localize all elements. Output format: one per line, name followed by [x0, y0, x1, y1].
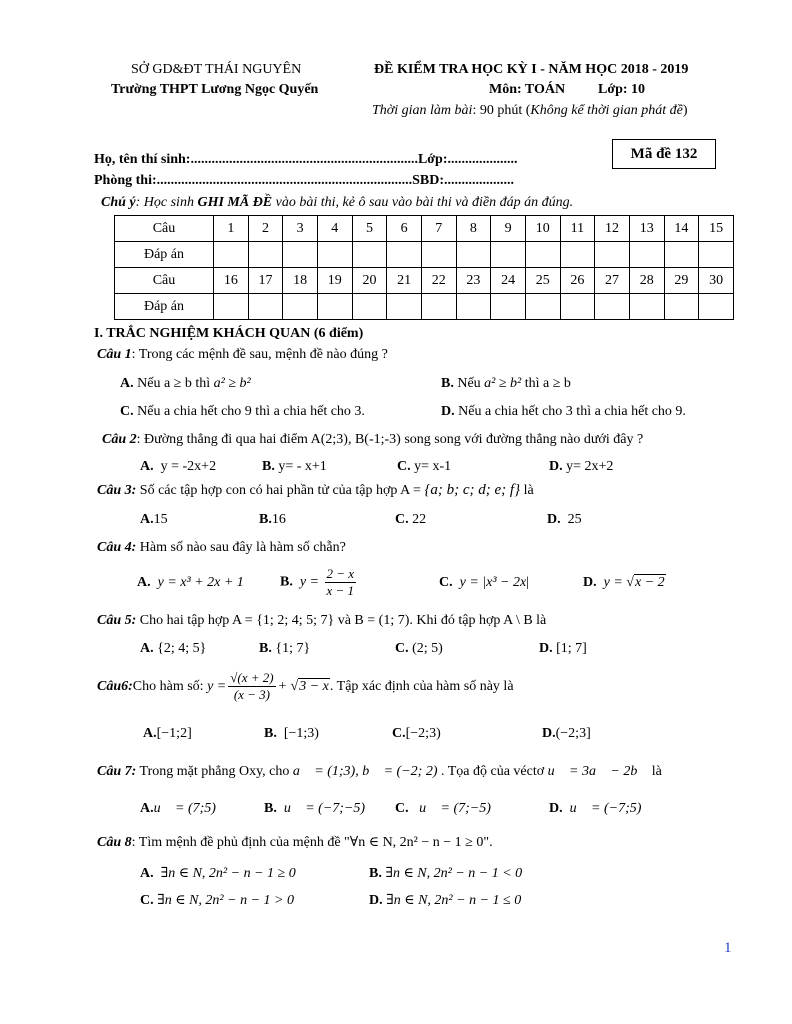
question-number: 16: [214, 268, 249, 294]
q4-option-a[interactable]: [137, 575, 244, 591]
q8-option-b[interactable]: [369, 865, 522, 882]
option-letter: B.: [264, 726, 277, 741]
answer-cell[interactable]: [629, 294, 664, 320]
q7-option-c[interactable]: [395, 801, 491, 817]
option-text: 16: [271, 512, 286, 527]
question-number: 21: [387, 268, 422, 294]
fraction-denominator: (x − 3): [233, 687, 271, 702]
option-letter: A.: [120, 376, 134, 391]
question-number: 7: [421, 216, 456, 242]
answer-cell[interactable]: [560, 294, 595, 320]
question-mid: . Tọa độ của véctơ: [437, 764, 548, 779]
question-number: 8: [456, 216, 491, 242]
option-math: y = x³ + 2x + 1: [157, 575, 244, 590]
q6-option-c[interactable]: [392, 726, 441, 742]
question-number: 17: [248, 268, 283, 294]
option-math: y = |: [459, 575, 487, 590]
page-number: 1: [724, 940, 732, 956]
question-number: 13: [629, 216, 664, 242]
time-value: : 90 phút (: [472, 103, 531, 118]
question-tail: là: [648, 764, 662, 779]
option-letter: C.: [120, 404, 134, 419]
subject-label: Môn: TOÁN: [489, 82, 566, 97]
question-label: Câu 5:: [97, 613, 137, 628]
option-text: Nếu: [457, 376, 485, 391]
q5-option-b[interactable]: [259, 641, 310, 657]
question-8: [97, 834, 493, 851]
answer-table-row-3: [115, 268, 734, 294]
question-6: [97, 670, 514, 703]
time-note: Không kể thời gian phát đề: [530, 103, 683, 118]
q2-option-c[interactable]: [397, 459, 451, 475]
q5-option-d[interactable]: [539, 641, 587, 657]
plus-sqrt: + √: [277, 678, 299, 694]
q5-option-c[interactable]: [395, 641, 443, 657]
question-number: 27: [595, 268, 630, 294]
option-letter: C.: [395, 641, 409, 656]
fraction-denominator: x − 1: [326, 583, 355, 598]
answer-cell[interactable]: [317, 242, 352, 268]
question-number: 18: [283, 268, 318, 294]
option-text: [1; 7]: [556, 641, 587, 656]
question-text: Cho hàm số:: [132, 678, 204, 694]
fraction: [228, 670, 275, 703]
question-tail: . Tập xác định của hàm số này là: [329, 678, 514, 694]
option-text: [−1;3): [283, 726, 319, 741]
question-number: 1: [214, 216, 249, 242]
cau-label: Câu: [115, 216, 214, 242]
dapan-label: Đáp án: [115, 242, 214, 268]
question-text: : Đường thẳng đi qua hai điểm A(2;3), B(-1;-3) song song với đường thẳng nào dưới đây ?: [136, 432, 644, 447]
question-text: Trong mặt phẳng Oxy, cho: [136, 764, 293, 779]
fraction-numerator: √(x + 2): [230, 670, 274, 685]
option-letter: B.: [259, 512, 272, 527]
question-number: 9: [491, 216, 526, 242]
option-text: (2; 5): [412, 641, 443, 656]
option-text: y = -2x+2: [160, 459, 217, 474]
option-letter: C.: [439, 575, 453, 590]
option-letter: C.: [140, 893, 154, 908]
q6-option-b[interactable]: [264, 726, 319, 742]
option-text: y= x-1: [414, 459, 452, 474]
q3-option-c[interactable]: [395, 512, 426, 528]
q1-option-a[interactable]: [120, 376, 251, 392]
answer-cell[interactable]: [664, 294, 699, 320]
exam-code: Mã đề 132: [630, 145, 698, 162]
question-number: 4: [317, 216, 352, 242]
answer-cell[interactable]: [525, 242, 560, 268]
option-letter: D.: [549, 801, 563, 816]
dapan-label: Đáp án: [115, 294, 214, 320]
question-number: 15: [699, 216, 734, 242]
question-7: [97, 764, 662, 780]
answer-cell[interactable]: [283, 242, 318, 268]
option-letter: A.: [143, 726, 157, 741]
answer-cell[interactable]: [456, 242, 491, 268]
note-bold: GHI MÃ ĐỀ: [197, 195, 273, 210]
question-label: Câu 1: [97, 347, 132, 362]
option-math: u⃗ = (7;5): [153, 801, 216, 816]
vector-u-expression: u⃗ = 3a⃗ − 2b⃗: [547, 764, 649, 779]
question-number: 3: [283, 216, 318, 242]
question-text: Hàm số nào sau đây là hàm số chẵn?: [136, 540, 346, 555]
option-letter: B.: [280, 574, 293, 590]
question-number: 28: [629, 268, 664, 294]
q6-option-d[interactable]: [542, 726, 591, 742]
option-text-tail: thì a ≥ b: [521, 376, 571, 391]
answer-cell[interactable]: [491, 242, 526, 268]
answer-cell[interactable]: [699, 242, 734, 268]
question-number: 23: [456, 268, 491, 294]
question-number: 14: [664, 216, 699, 242]
option-letter: A.: [140, 512, 154, 527]
radicand: 3 − x: [299, 679, 329, 694]
option-letter: A.: [137, 575, 151, 590]
option-letter: A.: [140, 641, 154, 656]
option-letter: A.: [140, 459, 154, 474]
question-label: Câu 8: [97, 835, 132, 850]
option-letter: C.: [395, 512, 409, 527]
q4-option-d[interactable]: [583, 575, 666, 591]
answer-cell[interactable]: [595, 242, 630, 268]
question-1: [97, 347, 388, 363]
q8-option-d[interactable]: [369, 892, 521, 909]
q1-option-d[interactable]: [441, 404, 686, 420]
fraction-numerator: 2 − x: [326, 566, 355, 581]
question-number: 30: [699, 268, 734, 294]
q4-option-b[interactable]: [280, 566, 358, 599]
question-number: 2: [248, 216, 283, 242]
question-5: [97, 613, 546, 629]
exam-time: [372, 103, 688, 119]
option-text: Nếu a chia hết cho 9 thì a chia hết cho 3.: [137, 404, 365, 419]
question-number: 19: [317, 268, 352, 294]
option-letter: B.: [369, 866, 382, 881]
q8-option-a[interactable]: [140, 865, 296, 882]
q1-option-b[interactable]: [441, 376, 571, 392]
function-y: y =: [207, 678, 227, 694]
answer-cell[interactable]: [283, 294, 318, 320]
answer-cell[interactable]: [491, 294, 526, 320]
student-name-line: Họ, tên thí sinh:.................................................................Lớp:....................: [94, 152, 518, 167]
question-tail: là: [520, 483, 534, 498]
answer-cell[interactable]: [387, 294, 422, 320]
option-letter: D.: [583, 575, 597, 590]
q6-option-a[interactable]: [143, 726, 192, 742]
answer-cell[interactable]: [317, 294, 352, 320]
q4-option-c[interactable]: [439, 575, 529, 591]
answer-cell[interactable]: [525, 294, 560, 320]
option-letter: D.: [441, 404, 455, 419]
question-text: : Trong các mệnh đề sau, mệnh đề nào đúng ?: [131, 347, 388, 362]
q8-option-c[interactable]: [140, 892, 294, 909]
exam-code-box: [612, 139, 716, 169]
school-name: Trường THPT Lương Ngọc Quyến: [111, 82, 319, 97]
q2-option-b[interactable]: [262, 459, 327, 475]
fraction: [325, 566, 357, 599]
question-label: Câu6:: [97, 678, 133, 694]
option-math: ∃n ∈ N, 2n² − n − 1 > 0: [157, 893, 294, 908]
option-math-bar: |: [526, 575, 530, 590]
option-math: ∃n ∈ N, 2n² − n − 1 ≤ 0: [386, 893, 522, 908]
option-text: (−2;3]: [555, 726, 591, 741]
answer-cell[interactable]: [214, 242, 249, 268]
option-math: y = √: [603, 575, 634, 590]
class-label: Lớp: 10: [598, 82, 646, 97]
option-text: [−1;2]: [156, 726, 192, 741]
option-math: a² ≥ b²: [484, 376, 522, 391]
question-4: [97, 540, 346, 556]
vectors-expression: a⃗ = (1;3), b⃗ = (−2; 2): [292, 764, 438, 779]
q7-option-a[interactable]: [140, 801, 216, 817]
answer-table: [114, 215, 734, 320]
question-number: 10: [525, 216, 560, 242]
question-number: 26: [560, 268, 595, 294]
question-number: 11: [560, 216, 595, 242]
question-number: 24: [491, 268, 526, 294]
note-line: [101, 195, 573, 211]
question-text: : Tìm mệnh đề phủ định của mệnh đề "∀n ∈ N, 2n² − n − 1 ≥ 0".: [131, 835, 493, 850]
answer-cell[interactable]: [352, 294, 387, 320]
option-letter: D.: [542, 726, 556, 741]
q3-option-a[interactable]: [140, 512, 168, 528]
option-letter: B.: [441, 376, 454, 391]
question-label: Câu 4:: [97, 540, 137, 555]
option-math: a² ≥ b²: [213, 376, 251, 391]
note-text-2: vào bài thi, kẻ ô sau vào bài thi và điền đáp án đúng.: [272, 195, 574, 210]
option-letter: C.: [395, 801, 409, 816]
question-label: Câu 7:: [97, 764, 137, 779]
option-letter: B.: [264, 801, 277, 816]
option-text: Nếu a ≥ b thì: [137, 376, 214, 391]
option-text: y= - x+1: [278, 459, 327, 474]
option-letter: A.: [140, 801, 154, 816]
option-letter: D.: [547, 512, 561, 527]
option-math: u⃗ = (7;−5): [419, 801, 491, 816]
option-letter: C.: [392, 726, 406, 741]
q7-option-d[interactable]: [549, 801, 641, 817]
option-math: y =: [299, 574, 323, 590]
answer-cell[interactable]: [595, 294, 630, 320]
answer-table-row-1: [115, 216, 734, 242]
question-label: Câu 3:: [97, 483, 137, 498]
note-text-1: : Học sinh: [135, 195, 198, 210]
option-text: y= 2x+2: [566, 459, 614, 474]
q3-option-b[interactable]: [259, 512, 286, 528]
time-suffix: ): [682, 103, 688, 118]
option-math: u⃗ = (−7;5): [569, 801, 642, 816]
option-text: Nếu a chia hết cho 3 thì a chia hết cho 9.: [458, 404, 686, 419]
time-prefix: Thời gian làm bài: [372, 103, 473, 118]
answer-cell[interactable]: [352, 242, 387, 268]
cau-label: Câu: [115, 268, 214, 294]
answer-cell[interactable]: [214, 294, 249, 320]
option-text: 15: [153, 512, 168, 527]
question-number: 5: [352, 216, 387, 242]
option-letter: C.: [397, 459, 411, 474]
question-number: 25: [525, 268, 560, 294]
question-number: 22: [421, 268, 456, 294]
answer-cell[interactable]: [421, 294, 456, 320]
q5-option-a[interactable]: [140, 641, 206, 657]
option-math-inner: x³ − 2x: [486, 575, 527, 590]
answer-cell[interactable]: [456, 294, 491, 320]
radicand: x − 2: [634, 575, 665, 590]
q2-option-a[interactable]: [140, 459, 216, 475]
question-number: 20: [352, 268, 387, 294]
exam-title: ĐỀ KIỂM TRA HỌC KỲ I - NĂM HỌC 2018 - 2019: [374, 62, 689, 77]
exam-room-line: Phòng thi:.........................................................................SBD:....................: [94, 173, 515, 188]
question-number: 6: [387, 216, 422, 242]
option-letter: B.: [262, 459, 275, 474]
question-2: [102, 432, 643, 448]
answer-cell[interactable]: [629, 242, 664, 268]
question-label: Câu 2: [102, 432, 137, 447]
option-letter: A.: [140, 866, 154, 881]
answer-table-row-4: [115, 294, 734, 320]
option-text: 22: [412, 512, 427, 527]
answer-table-row-2: [115, 242, 734, 268]
option-math: ∃n ∈ N, 2n² − n − 1 < 0: [385, 866, 523, 881]
option-letter: B.: [259, 641, 272, 656]
answer-cell[interactable]: [560, 242, 595, 268]
question-3: [97, 482, 534, 499]
option-letter: D.: [539, 641, 553, 656]
option-letter: D.: [549, 459, 563, 474]
question-number: 12: [595, 216, 630, 242]
question-text: Số các tập hợp con có hai phần tử của tập hợp A =: [136, 483, 425, 498]
answer-cell[interactable]: [248, 294, 283, 320]
option-text: [−2;3): [405, 726, 441, 741]
option-letter: D.: [369, 893, 383, 908]
option-text: {1; 7}: [275, 641, 311, 656]
section-title: I. TRẮC NGHIỆM KHÁCH QUAN (6 điểm): [94, 326, 364, 341]
option-text: 25: [567, 512, 582, 527]
answer-cell[interactable]: [387, 242, 422, 268]
q3-option-d[interactable]: [547, 512, 582, 528]
answer-cell[interactable]: [248, 242, 283, 268]
option-math: ∃n ∈ N, 2n² − n − 1 ≥ 0: [160, 866, 296, 881]
answer-cell[interactable]: [421, 242, 456, 268]
answer-cell[interactable]: [699, 294, 734, 320]
q1-option-c[interactable]: [120, 404, 365, 420]
question-number: 29: [664, 268, 699, 294]
q2-option-d[interactable]: [549, 459, 613, 475]
note-label: Chú ý: [101, 195, 136, 210]
answer-cell[interactable]: [664, 242, 699, 268]
q7-option-b[interactable]: [264, 801, 365, 817]
set-expression: {a; b; c; d; e; f}: [424, 482, 521, 498]
option-math: u⃗ = (−7;−5): [283, 801, 366, 816]
option-text: {2; 4; 5}: [157, 641, 207, 656]
question-text: Cho hai tập hợp A = {1; 2; 4; 5; 7} và B = (1; 7). Khi đó tập hợp A \ B là: [136, 613, 547, 628]
department-name: SỞ GD&ĐT THÁI NGUYÊN: [131, 62, 302, 77]
